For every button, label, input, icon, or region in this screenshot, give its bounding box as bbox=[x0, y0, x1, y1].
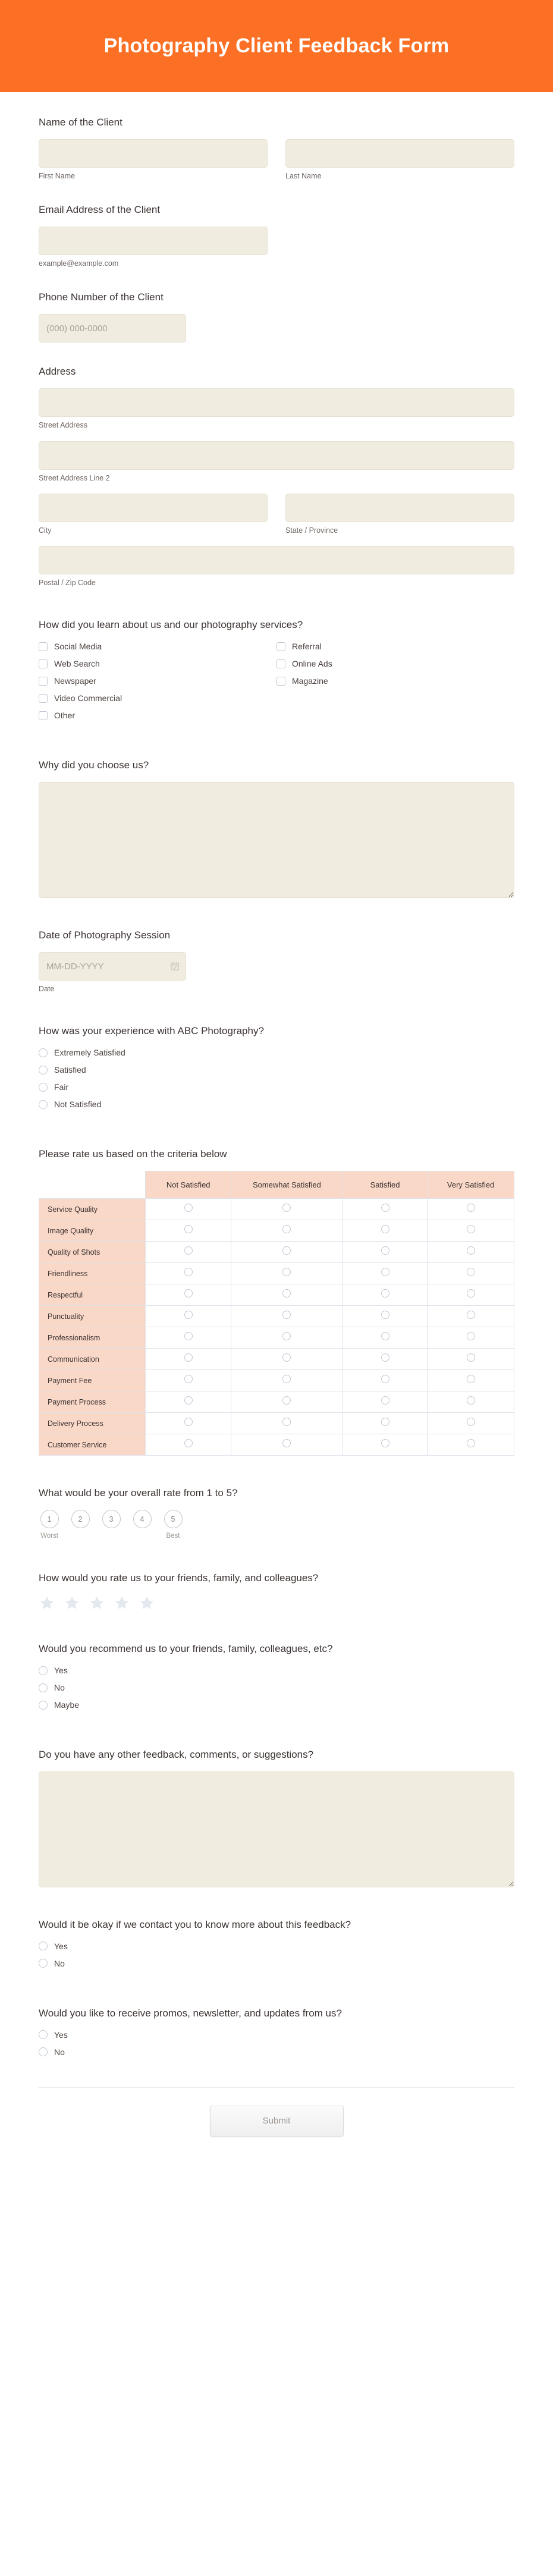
option-label: Extremely Satisfied bbox=[54, 1048, 125, 1058]
matrix-cell[interactable] bbox=[428, 1306, 514, 1327]
matrix-cell[interactable] bbox=[231, 1391, 343, 1413]
matrix-cell[interactable] bbox=[428, 1391, 514, 1413]
matrix-row-label: Friendliness bbox=[39, 1263, 146, 1284]
criteria-matrix-table bbox=[39, 1171, 514, 1456]
field-overall-rate bbox=[39, 1487, 514, 1541]
radio-icon[interactable] bbox=[467, 1246, 475, 1255]
session-date-sublabel: Date bbox=[39, 985, 55, 994]
option-label: Web Search bbox=[54, 659, 100, 669]
radio-icon[interactable] bbox=[381, 1439, 389, 1447]
scale-option-4[interactable]: 4 bbox=[133, 1510, 152, 1528]
matrix-cell[interactable] bbox=[231, 1284, 343, 1306]
city-input[interactable] bbox=[39, 494, 268, 522]
last-name-sublabel: Last Name bbox=[285, 171, 322, 180]
label-learn-about-us: How did you learn about us and our photography services? bbox=[39, 619, 303, 631]
postal-code-input[interactable] bbox=[39, 546, 514, 574]
radio-icon[interactable] bbox=[467, 1332, 475, 1340]
radio-icon[interactable] bbox=[282, 1246, 291, 1255]
radio-icon[interactable] bbox=[467, 1396, 475, 1405]
radio-option-promos-no[interactable] bbox=[39, 2047, 514, 2057]
radio-icon[interactable] bbox=[39, 1666, 48, 1675]
field-criteria-matrix bbox=[39, 1148, 514, 1456]
email-sublabel: example@example.com bbox=[39, 259, 119, 268]
radio-icon[interactable] bbox=[282, 1225, 291, 1233]
radio-icon[interactable] bbox=[184, 1289, 193, 1298]
radio-icon[interactable] bbox=[282, 1418, 291, 1426]
promos-options bbox=[39, 2030, 514, 2065]
radio-icon[interactable] bbox=[39, 1701, 48, 1710]
checkbox-option-newspaper[interactable] bbox=[39, 676, 276, 686]
radio-icon[interactable] bbox=[184, 1246, 193, 1255]
radio-icon[interactable] bbox=[184, 1268, 193, 1276]
street-address-2-sublabel: Street Address Line 2 bbox=[39, 473, 110, 482]
radio-option-contact-yes[interactable] bbox=[39, 1942, 514, 1951]
radio-icon[interactable] bbox=[467, 1353, 475, 1362]
radio-icon[interactable] bbox=[467, 1268, 475, 1276]
radio-icon[interactable] bbox=[39, 2047, 48, 2056]
checkbox-option-magazine[interactable] bbox=[276, 676, 514, 686]
first-name-group bbox=[39, 139, 268, 181]
scale-row bbox=[39, 1510, 514, 1541]
state-province-sublabel: State / Province bbox=[285, 526, 338, 535]
matrix-body bbox=[39, 1199, 514, 1456]
matrix-row-label: Payment Process bbox=[39, 1391, 146, 1413]
option-label: Referral bbox=[292, 642, 322, 652]
matrix-row bbox=[39, 1220, 514, 1242]
checkbox-icon[interactable] bbox=[39, 659, 48, 668]
name-row bbox=[39, 139, 514, 181]
matrix-column-header: Not Satisfied bbox=[146, 1171, 231, 1199]
scale-item-2 bbox=[70, 1510, 91, 1541]
matrix-cell[interactable] bbox=[428, 1370, 514, 1391]
scale-caption-best: Best bbox=[166, 1532, 180, 1540]
field-promos-optin bbox=[39, 2007, 514, 2065]
option-label: No bbox=[54, 1683, 65, 1692]
matrix-cell[interactable] bbox=[428, 1413, 514, 1434]
matrix-cell[interactable] bbox=[231, 1349, 343, 1370]
radio-icon[interactable] bbox=[282, 1396, 291, 1405]
matrix-cell[interactable] bbox=[428, 1199, 514, 1220]
radio-icon[interactable] bbox=[467, 1418, 475, 1426]
label-other-feedback: Do you have any other feedback, comments, or suggestions? bbox=[39, 1749, 314, 1760]
matrix-row bbox=[39, 1263, 514, 1284]
radio-icon[interactable] bbox=[282, 1332, 291, 1340]
field-client-name bbox=[39, 116, 514, 181]
email-input[interactable] bbox=[39, 227, 268, 255]
matrix-row bbox=[39, 1199, 514, 1220]
recommend-options bbox=[39, 1666, 514, 1717]
radio-icon[interactable] bbox=[39, 1048, 48, 1057]
matrix-row bbox=[39, 1413, 514, 1434]
radio-icon[interactable] bbox=[282, 1439, 291, 1447]
star-icon[interactable] bbox=[64, 1595, 80, 1611]
matrix-row bbox=[39, 1391, 514, 1413]
radio-icon[interactable] bbox=[282, 1311, 291, 1319]
scale-caption-worst: Worst bbox=[40, 1532, 58, 1540]
checkbox-icon[interactable] bbox=[276, 677, 285, 686]
field-client-email bbox=[39, 203, 514, 268]
radio-option-fair[interactable] bbox=[39, 1082, 514, 1092]
radio-icon[interactable] bbox=[467, 1375, 475, 1383]
first-name-sublabel: First Name bbox=[39, 171, 76, 180]
option-label: Yes bbox=[54, 1941, 68, 1951]
checkbox-icon[interactable] bbox=[39, 694, 48, 703]
matrix-cell[interactable] bbox=[231, 1263, 343, 1284]
checkbox-option-video-commercial[interactable] bbox=[39, 693, 276, 703]
session-date-input[interactable] bbox=[39, 952, 186, 981]
matrix-cell[interactable] bbox=[231, 1220, 343, 1242]
matrix-cell[interactable] bbox=[146, 1413, 231, 1434]
radio-option-recommend-yes[interactable] bbox=[39, 1666, 514, 1675]
field-why-choose-us bbox=[39, 759, 514, 898]
street-address-2-input[interactable] bbox=[39, 441, 514, 470]
radio-icon[interactable] bbox=[184, 1396, 193, 1405]
star-icon[interactable] bbox=[89, 1595, 105, 1611]
checkbox-icon[interactable] bbox=[39, 711, 48, 720]
matrix-cell[interactable] bbox=[231, 1413, 343, 1434]
radio-option-promos-yes[interactable] bbox=[39, 2030, 514, 2040]
label-star-rating: How would you rate us to your friends, family, and colleagues? bbox=[39, 1572, 319, 1584]
matrix-cell[interactable] bbox=[231, 1242, 343, 1263]
option-label: Maybe bbox=[54, 1700, 80, 1710]
form-body bbox=[0, 92, 553, 2088]
city-state-row bbox=[39, 494, 514, 535]
radio-icon[interactable] bbox=[184, 1418, 193, 1426]
radio-icon[interactable] bbox=[381, 1375, 389, 1383]
experience-options bbox=[39, 1048, 514, 1117]
label-client-name: Name of the Client bbox=[39, 117, 122, 128]
star-icon[interactable] bbox=[114, 1595, 130, 1611]
radio-option-recommend-no[interactable] bbox=[39, 1683, 514, 1692]
radio-icon[interactable] bbox=[467, 1439, 475, 1447]
matrix-cell[interactable] bbox=[146, 1199, 231, 1220]
page-title: Photography Client Feedback Form bbox=[103, 34, 450, 57]
matrix-cell[interactable] bbox=[343, 1284, 427, 1306]
radio-option-contact-no[interactable] bbox=[39, 1959, 514, 1968]
scale-caption-blank bbox=[70, 1532, 91, 1541]
matrix-cell[interactable] bbox=[146, 1242, 231, 1263]
scale-item-1 bbox=[39, 1510, 60, 1541]
field-session-date bbox=[39, 929, 514, 994]
radio-icon[interactable] bbox=[39, 1959, 48, 1968]
field-recommend bbox=[39, 1642, 514, 1717]
matrix-cell[interactable] bbox=[428, 1263, 514, 1284]
state-province-input[interactable] bbox=[285, 494, 514, 522]
matrix-column-header: Somewhat Satisfied bbox=[231, 1171, 343, 1199]
option-label: Fair bbox=[54, 1082, 69, 1092]
matrix-cell[interactable] bbox=[343, 1263, 427, 1284]
scale-item-5 bbox=[162, 1510, 184, 1541]
matrix-row-label: Punctuality bbox=[39, 1306, 146, 1327]
label-session-date: Date of Photography Session bbox=[39, 929, 171, 941]
radio-icon[interactable] bbox=[39, 1942, 48, 1950]
radio-icon[interactable] bbox=[381, 1246, 389, 1255]
radio-icon[interactable] bbox=[184, 1204, 193, 1212]
matrix-row bbox=[39, 1284, 514, 1306]
label-address: Address bbox=[39, 366, 76, 378]
last-name-group bbox=[285, 139, 514, 181]
matrix-row-label: Payment Fee bbox=[39, 1370, 146, 1391]
matrix-cell[interactable] bbox=[428, 1220, 514, 1242]
scale-item-4 bbox=[131, 1510, 153, 1541]
why-choose-us-textarea[interactable] bbox=[39, 782, 514, 898]
star-rating-row bbox=[39, 1595, 514, 1611]
checkbox-icon[interactable] bbox=[276, 659, 285, 668]
matrix-header-row bbox=[39, 1171, 514, 1199]
matrix-column-header: Satisfied bbox=[343, 1171, 427, 1199]
matrix-cell[interactable] bbox=[343, 1434, 427, 1456]
radio-option-extremely-satisfied[interactable] bbox=[39, 1048, 514, 1057]
option-label: No bbox=[54, 1958, 65, 1968]
label-experience: How was your experience with ABC Photography? bbox=[39, 1025, 264, 1037]
matrix-cell[interactable] bbox=[146, 1370, 231, 1391]
field-contact-permission bbox=[39, 1918, 514, 1976]
phone-input[interactable] bbox=[39, 314, 186, 343]
matrix-cell[interactable] bbox=[343, 1349, 427, 1370]
option-label: Newspaper bbox=[54, 676, 96, 686]
matrix-cell[interactable] bbox=[428, 1242, 514, 1263]
matrix-cell[interactable] bbox=[231, 1306, 343, 1327]
radio-icon[interactable] bbox=[381, 1332, 389, 1340]
matrix-column-header: Very Satisfied bbox=[428, 1171, 514, 1199]
scale-item-3 bbox=[100, 1510, 122, 1541]
label-promos-optin: Would you like to receive promos, newsletter, and updates from us? bbox=[39, 2007, 342, 2019]
scale-option-3[interactable]: 3 bbox=[102, 1510, 121, 1528]
matrix-cell[interactable] bbox=[231, 1434, 343, 1456]
option-label: Magazine bbox=[292, 676, 328, 686]
matrix-row-label: Customer Service bbox=[39, 1434, 146, 1456]
matrix-row bbox=[39, 1306, 514, 1327]
city-sublabel: City bbox=[39, 526, 52, 535]
checkbox-option-online-ads[interactable] bbox=[276, 659, 514, 668]
radio-icon[interactable] bbox=[467, 1289, 475, 1298]
field-experience bbox=[39, 1025, 514, 1117]
star-icon[interactable] bbox=[39, 1595, 55, 1611]
field-star-rating bbox=[39, 1572, 514, 1611]
learn-options-grid bbox=[39, 642, 514, 728]
radio-icon[interactable] bbox=[381, 1268, 389, 1276]
matrix-cell[interactable] bbox=[343, 1306, 427, 1327]
checkbox-option-other[interactable] bbox=[39, 711, 276, 720]
checkbox-option-web-search[interactable] bbox=[39, 659, 276, 668]
state-group bbox=[285, 494, 514, 535]
street-address-input[interactable] bbox=[39, 388, 514, 417]
matrix-row-label: Quality of Shots bbox=[39, 1242, 146, 1263]
field-address bbox=[39, 365, 514, 588]
radio-icon[interactable] bbox=[39, 1066, 48, 1075]
option-label: No bbox=[54, 2047, 65, 2057]
radio-icon[interactable] bbox=[39, 1083, 48, 1092]
radio-icon[interactable] bbox=[39, 2030, 48, 2039]
matrix-cell[interactable] bbox=[343, 1370, 427, 1391]
checkbox-option-referral[interactable] bbox=[276, 642, 514, 651]
label-client-email: Email Address of the Client bbox=[39, 204, 161, 216]
radio-option-satisfied[interactable] bbox=[39, 1065, 514, 1075]
matrix-row-label: Communication bbox=[39, 1349, 146, 1370]
matrix-cell[interactable] bbox=[343, 1199, 427, 1220]
radio-icon[interactable] bbox=[282, 1268, 291, 1276]
option-label: Video Commercial bbox=[54, 693, 122, 703]
scale-caption-blank bbox=[131, 1532, 153, 1541]
submit-button[interactable]: Submit bbox=[210, 2106, 344, 2137]
street-address-sublabel: Street Address bbox=[39, 421, 87, 430]
scale-option-2[interactable]: 2 bbox=[71, 1510, 90, 1528]
matrix-cell[interactable] bbox=[146, 1220, 231, 1242]
matrix-row-label: Respectful bbox=[39, 1284, 146, 1306]
radio-icon[interactable] bbox=[381, 1311, 389, 1319]
radio-icon[interactable] bbox=[467, 1225, 475, 1233]
option-label: Social Media bbox=[54, 642, 102, 652]
radio-icon[interactable] bbox=[184, 1353, 193, 1362]
matrix-cell[interactable] bbox=[231, 1370, 343, 1391]
radio-icon[interactable] bbox=[39, 1100, 48, 1109]
label-why-choose-us: Why did you choose us? bbox=[39, 759, 149, 771]
contact-permission-options bbox=[39, 1942, 514, 1976]
matrix-cell[interactable] bbox=[146, 1327, 231, 1349]
radio-icon[interactable] bbox=[381, 1225, 389, 1233]
radio-icon[interactable] bbox=[184, 1332, 193, 1340]
star-icon[interactable] bbox=[139, 1595, 155, 1611]
option-label: Satisfied bbox=[54, 1065, 86, 1075]
matrix-cell[interactable] bbox=[146, 1391, 231, 1413]
option-label: Yes bbox=[54, 2030, 68, 2040]
date-input-wrapper bbox=[39, 952, 186, 981]
option-label: Other bbox=[54, 711, 76, 721]
matrix-cell[interactable] bbox=[343, 1413, 427, 1434]
matrix-cell[interactable] bbox=[428, 1349, 514, 1370]
radio-icon[interactable] bbox=[467, 1204, 475, 1212]
form-header bbox=[0, 0, 553, 92]
matrix-row bbox=[39, 1349, 514, 1370]
checkbox-icon[interactable] bbox=[39, 677, 48, 686]
option-label: Yes bbox=[54, 1666, 68, 1675]
matrix-row bbox=[39, 1242, 514, 1263]
radio-icon[interactable] bbox=[282, 1204, 291, 1212]
matrix-cell[interactable] bbox=[146, 1263, 231, 1284]
label-client-phone: Phone Number of the Client bbox=[39, 291, 164, 303]
radio-option-recommend-maybe[interactable] bbox=[39, 1700, 514, 1710]
last-name-input[interactable] bbox=[285, 139, 514, 168]
radio-icon[interactable] bbox=[381, 1204, 389, 1212]
label-contact-permission: Would it be okay if we contact you to know more about this feedback? bbox=[39, 1918, 351, 1930]
radio-icon[interactable] bbox=[184, 1311, 193, 1319]
radio-icon[interactable] bbox=[282, 1289, 291, 1298]
radio-icon[interactable] bbox=[381, 1418, 389, 1426]
field-client-phone bbox=[39, 291, 514, 343]
scale-option-1[interactable]: 1 bbox=[40, 1510, 59, 1528]
field-learn-about-us bbox=[39, 618, 514, 728]
matrix-row-label: Delivery Process bbox=[39, 1413, 146, 1434]
checkbox-icon[interactable] bbox=[276, 642, 285, 651]
scale-caption-blank bbox=[100, 1532, 122, 1541]
other-feedback-textarea[interactable] bbox=[39, 1771, 514, 1887]
checkbox-icon[interactable] bbox=[39, 642, 48, 651]
matrix-cell[interactable] bbox=[343, 1391, 427, 1413]
matrix-cell[interactable] bbox=[231, 1327, 343, 1349]
label-recommend: Would you recommend us to your friends, family, colleagues, etc? bbox=[39, 1643, 333, 1655]
first-name-input[interactable] bbox=[39, 139, 268, 168]
label-criteria-matrix: Please rate us based on the criteria below bbox=[39, 1148, 227, 1160]
checkbox-option-social-media[interactable] bbox=[39, 642, 276, 651]
radio-option-not-satisfied[interactable] bbox=[39, 1099, 514, 1109]
matrix-cell[interactable] bbox=[231, 1199, 343, 1220]
radio-icon[interactable] bbox=[184, 1225, 193, 1233]
radio-icon[interactable] bbox=[184, 1439, 193, 1447]
option-label: Online Ads bbox=[292, 659, 332, 669]
matrix-head bbox=[39, 1171, 514, 1199]
scale-option-5[interactable]: 5 bbox=[164, 1510, 183, 1528]
radio-icon[interactable] bbox=[184, 1375, 193, 1383]
postal-code-sublabel: Postal / Zip Code bbox=[39, 579, 96, 587]
radio-icon[interactable] bbox=[39, 1683, 48, 1692]
matrix-row-label: Image Quality bbox=[39, 1220, 146, 1242]
matrix-row bbox=[39, 1434, 514, 1456]
matrix-row-label: Service Quality bbox=[39, 1199, 146, 1220]
matrix-row-label: Professionalism bbox=[39, 1327, 146, 1349]
matrix-cell[interactable] bbox=[146, 1284, 231, 1306]
matrix-cell[interactable] bbox=[428, 1327, 514, 1349]
matrix-cell[interactable] bbox=[343, 1220, 427, 1242]
field-other-feedback bbox=[39, 1748, 514, 1887]
radio-icon[interactable] bbox=[467, 1311, 475, 1319]
matrix-row bbox=[39, 1327, 514, 1349]
submit-area bbox=[0, 2088, 553, 2164]
label-overall-rate: What would be your overall rate from 1 to 5? bbox=[39, 1487, 238, 1499]
matrix-cell[interactable] bbox=[146, 1306, 231, 1327]
matrix-cell[interactable] bbox=[343, 1327, 427, 1349]
matrix-cell[interactable] bbox=[146, 1349, 231, 1370]
radio-icon[interactable] bbox=[282, 1375, 291, 1383]
city-group bbox=[39, 494, 268, 535]
radio-icon[interactable] bbox=[282, 1353, 291, 1362]
matrix-cell[interactable] bbox=[146, 1434, 231, 1456]
radio-icon[interactable] bbox=[381, 1289, 389, 1298]
option-label: Not Satisfied bbox=[54, 1099, 102, 1110]
matrix-cell[interactable] bbox=[428, 1284, 514, 1306]
matrix-row bbox=[39, 1370, 514, 1391]
matrix-cell[interactable] bbox=[343, 1242, 427, 1263]
matrix-cell[interactable] bbox=[428, 1434, 514, 1456]
matrix-corner-cell bbox=[39, 1171, 146, 1199]
radio-icon[interactable] bbox=[381, 1353, 389, 1362]
radio-icon[interactable] bbox=[381, 1396, 389, 1405]
